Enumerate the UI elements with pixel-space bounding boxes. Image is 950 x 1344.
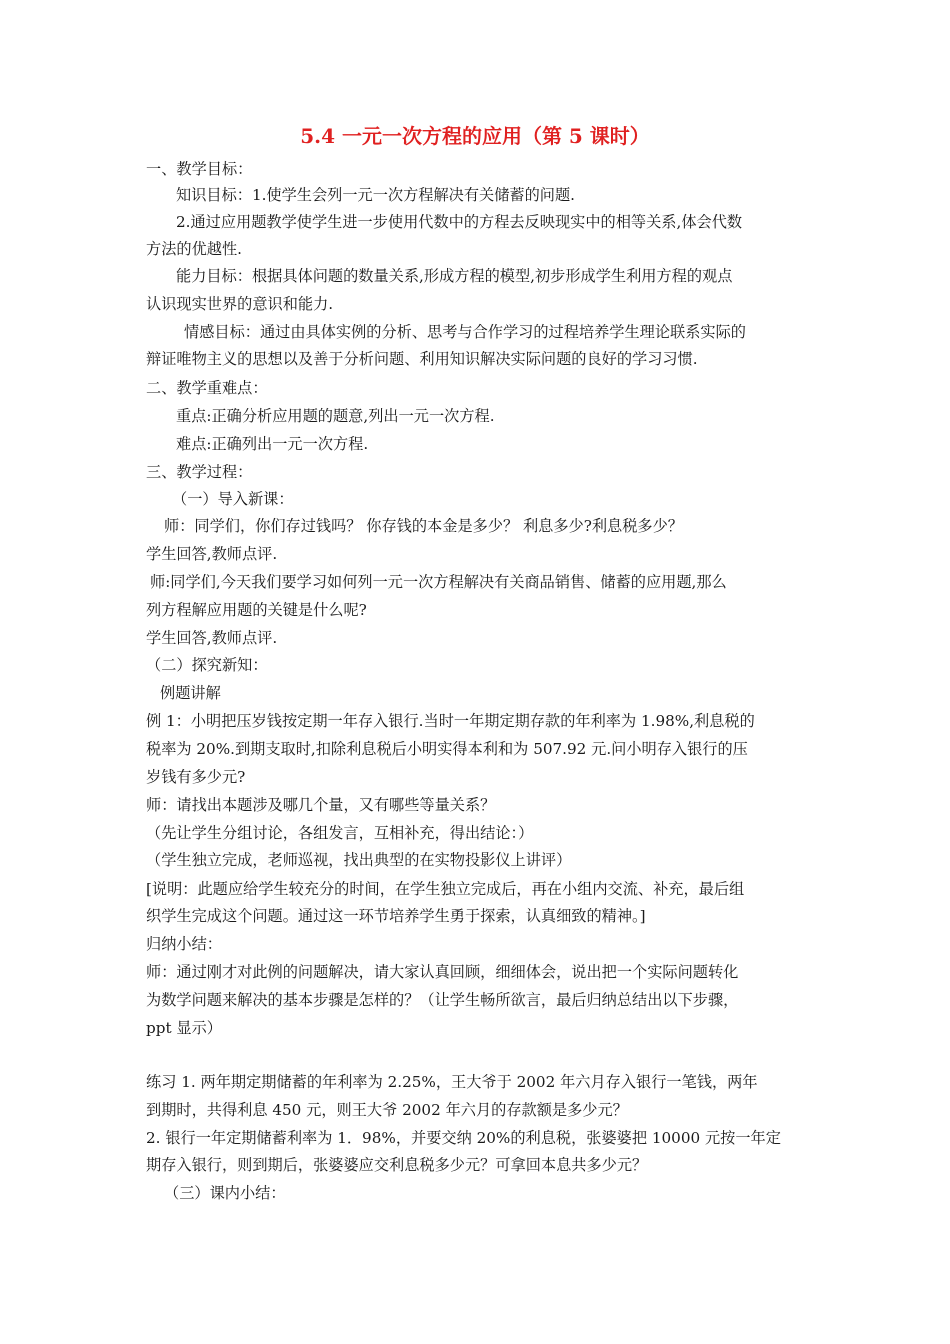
text-line: 期存入银行，则到期后，张婆婆应交利息税多少元？可拿回本息共多少元？ [146,1156,648,1174]
text-line: 练习 1. 两年期定期储蓄的年利率为 2.25%，王大爷于 2002 年六月存入银行一笔钱，两年 [146,1073,758,1091]
text-line: 例题讲解 [160,684,221,702]
text-line: 一、教学目标： [146,160,253,178]
text-line: 到期时，共得利息 450 元，则王大爷 2002 年六月的存款额是多少元？ [146,1101,628,1119]
text-line: （一）导入新课： [172,490,294,508]
text-line: 重点:正确分析应用题的题意,列出一元一次方程. [176,407,495,425]
text-line: ppt 显示） [146,1019,222,1037]
text-line: 师：同学们，你们存过钱吗？ 你存钱的本金是多少？ 利息多少?利息税多少？ [164,517,683,535]
text-line: 师:同学们,今天我们要学习如何列一元一次方程解决有关商品销售、储蓄的应用题,那么 [150,573,727,591]
text-line: 2.通过应用题教学使学生进一步使用代数中的方程去反映现实中的相等关系,体会代数 [176,213,743,231]
text-line: 师：通过刚才对此例的问题解决，请大家认真回顾，细细体会，说出把一个实际问题转化 [146,963,739,981]
text-line: 学生回答,教师点评. [146,545,278,563]
text-line: 能力目标：根据具体问题的数量关系,形成方程的模型,初步形成学生利用方程的观点 [176,267,733,285]
text-line: 认识现实世界的意识和能力. [146,295,334,313]
text-line: 列方程解应用题的关键是什么呢? [146,601,367,619]
text-line: 织学生完成这个问题。通过这一环节培养学生勇于探索，认真细致的精神。] [146,907,646,925]
text-line: 学生回答,教师点评. [146,629,278,647]
text-line: （二）探究新知： [146,656,268,674]
text-line: （先让学生分组讨论，各组发言，互相补充，得出结论：） [146,824,534,842]
text-line: 归纳小结： [146,935,222,953]
text-line: 二、教学重难点： [146,379,268,397]
text-line: 2. 银行一年定期储蓄利率为 1．98%，并要交纳 20%的利息税，张婆婆把 10000 元按一年定 [146,1129,781,1147]
text-line: （三）课内小结： [164,1184,286,1202]
text-line: 例 1：小明把压岁钱按定期一年存入银行.当时一年期定期存款的年利率为 1.98%,利息税的 [146,712,755,730]
text-line: 情感目标：通过由具体实例的分析、思考与合作学习的过程培养学生理论联系实际的 [184,323,746,341]
text-line: 方法的优越性. [146,240,242,258]
text-line: 知识目标：1.使学生会列一元一次方程解决有关储蓄的问题. [176,186,576,204]
text-line: 师：请找出本题涉及哪几个量，又有哪些等量关系？ [146,796,496,814]
document-title: 5.4 一元一次方程的应用（第 5 课时） [300,124,650,148]
text-line: 税率为 20%.到期支取时,扣除利息税后小明实得本利和为 507.92 元.问小明存入银行的压 [146,740,748,758]
text-line: 辩证唯物主义的思想以及善于分析问题、利用知识解决实际问题的良好的学习习惯. [146,350,698,368]
text-line: 三、教学过程： [146,463,253,481]
text-line: 为数学问题来解决的基本步骤是怎样的？（让学生畅所欲言，最后归纳总结出以下步骤， [146,991,739,1009]
text-line: [说明：此题应给学生较充分的时间，在学生独立完成后，再在小组内交流、补充，最后组 [146,880,745,898]
text-line: 岁钱有多少元? [146,768,246,786]
text-line: （学生独立完成，老师巡视，找出典型的在实物投影仪上讲评） [146,851,572,869]
text-line: 难点:正确列出一元一次方程. [176,435,369,453]
